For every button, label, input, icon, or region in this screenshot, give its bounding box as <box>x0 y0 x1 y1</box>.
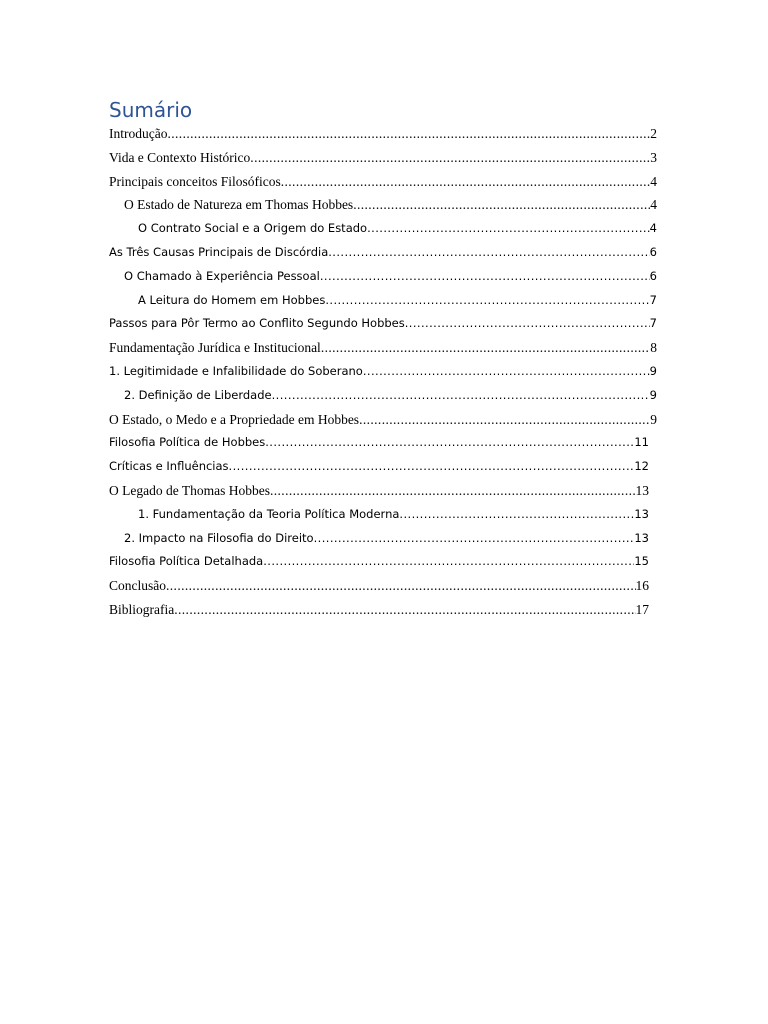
toc-entry-text: 2. Definição de Liberdade <box>124 387 272 402</box>
toc-page-number: 9 <box>650 411 657 427</box>
toc-dot-leader <box>353 193 650 217</box>
toc-page-number: 9 <box>649 363 657 378</box>
toc-entry-definicao-liberdade[interactable] <box>109 384 657 408</box>
toc-dot-leader <box>263 550 634 574</box>
toc-entry-text: 1. Fundamentação da Teoria Política Moderna <box>138 506 400 521</box>
toc-page-number: 13 <box>635 482 649 498</box>
toc-dot-leader <box>359 408 650 432</box>
toc-entry-text: As Três Causas Principais de Discórdia <box>109 244 329 259</box>
toc-entry-text: Principais conceitos Filosóficos <box>109 173 281 189</box>
toc-entry-criticas-influencias[interactable] <box>109 455 649 479</box>
toc-entry-text: O Estado, o Medo e a Propriedade em Hobbes <box>109 411 360 427</box>
toc-entry-text: O Contrato Social e a Origem do Estado <box>138 221 368 236</box>
toc-dot-leader <box>367 217 650 241</box>
toc-entry-estado-medo-propriedade[interactable] <box>109 408 657 432</box>
toc-entry-conclusao[interactable] <box>109 574 649 598</box>
toc-page-number: 13 <box>634 506 649 521</box>
toc-entry-legitimidade-soberano[interactable] <box>109 360 657 384</box>
toc-page-number: 7 <box>649 292 657 307</box>
toc-entry-fundamentacao-teoria[interactable] <box>109 503 649 527</box>
toc-dot-leader <box>399 503 634 527</box>
toc-dot-leader <box>265 431 634 455</box>
toc-entry-text: Fundamentação Jurídica e Institucional <box>109 340 321 356</box>
toc-entry-contrato-social[interactable] <box>109 217 657 241</box>
toc-entry-fundamentacao-juridica[interactable] <box>109 336 657 360</box>
toc-entry-introducao[interactable] <box>109 122 657 146</box>
toc-page-number: 13 <box>634 530 649 545</box>
toc-entry-passos-conflito[interactable] <box>109 312 657 336</box>
toc-entry-text: O Estado de Natureza em Thomas Hobbes <box>124 197 354 213</box>
toc-entry-text: Críticas e Influências <box>109 459 229 474</box>
toc-entry-text: 1. Legitimidade e Infalibilidade do Soberano <box>109 363 363 378</box>
toc-dot-leader <box>174 598 635 622</box>
toc-dot-leader <box>320 265 650 289</box>
toc-entry-text: Filosofia Política de Hobbes <box>109 435 266 450</box>
toc-page-number: 6 <box>649 268 657 283</box>
toc-entry-principais-conceitos[interactable] <box>109 170 657 194</box>
toc-page-number: 8 <box>650 340 657 356</box>
toc-entry-chamado-experiencia[interactable] <box>109 265 657 289</box>
toc-dot-leader <box>328 241 649 265</box>
toc-entry-estado-natureza[interactable] <box>109 193 657 217</box>
toc-entry-bibliografia[interactable] <box>109 598 649 622</box>
toc-entry-text: A Leitura do Homem em Hobbes <box>138 292 326 307</box>
toc-dot-leader <box>270 479 636 503</box>
toc-page-number: 16 <box>635 578 649 594</box>
toc-dot-leader <box>167 122 650 146</box>
toc-page-number: 11 <box>634 435 649 450</box>
toc-page-number: 7 <box>649 316 657 331</box>
toc-entry-text: Introdução <box>109 126 168 141</box>
table-of-contents <box>109 122 657 622</box>
toc-entry-vida-contexto[interactable] <box>109 146 657 170</box>
toc-page-number: 3 <box>650 149 657 165</box>
toc-page-number: 6 <box>649 244 657 259</box>
toc-dot-leader <box>229 455 635 479</box>
toc-entry-tres-causas[interactable] <box>109 241 657 265</box>
toc-entry-text: 2. Impacto na Filosofia do Direito <box>124 530 314 545</box>
toc-dot-leader <box>321 336 650 360</box>
toc-title: Sumário <box>109 98 193 122</box>
toc-page-number: 2 <box>650 126 657 141</box>
toc-entry-filosofia-politica[interactable] <box>109 431 649 455</box>
toc-page-number: 9 <box>649 387 657 402</box>
toc-page-number: 15 <box>634 554 649 569</box>
toc-dot-leader <box>325 289 649 313</box>
toc-entry-filosofia-detalhada[interactable] <box>109 550 649 574</box>
toc-entry-leitura-homem[interactable] <box>109 289 657 313</box>
toc-dot-leader <box>363 360 650 384</box>
toc-dot-leader <box>250 146 650 170</box>
toc-entry-impacto-direito[interactable] <box>109 527 649 551</box>
toc-entry-text: Vida e Contexto Histórico <box>109 149 251 165</box>
toc-dot-leader <box>314 527 635 551</box>
toc-page-number: 17 <box>635 601 649 617</box>
toc-page-number: 4 <box>649 221 657 236</box>
toc-entry-text: Bibliografia <box>109 601 175 617</box>
toc-entry-text: Passos para Pôr Termo ao Conflito Segundo Hobbes <box>109 316 405 331</box>
toc-entry-text: O Legado de Thomas Hobbes <box>109 482 270 498</box>
toc-entry-text: O Chamado à Experiência Pessoal <box>124 268 320 283</box>
toc-dot-leader <box>281 170 651 194</box>
toc-dot-leader <box>405 312 650 336</box>
toc-entry-text: Filosofia Política Detalhada <box>109 554 264 569</box>
toc-entry-text: Conclusão <box>109 578 166 594</box>
toc-dot-leader <box>166 574 636 598</box>
toc-page-number: 12 <box>634 459 649 474</box>
toc-page-number: 4 <box>650 173 657 189</box>
toc-page-number: 4 <box>650 197 657 213</box>
toc-dot-leader <box>272 384 650 408</box>
toc-entry-legado-hobbes[interactable] <box>109 479 649 503</box>
